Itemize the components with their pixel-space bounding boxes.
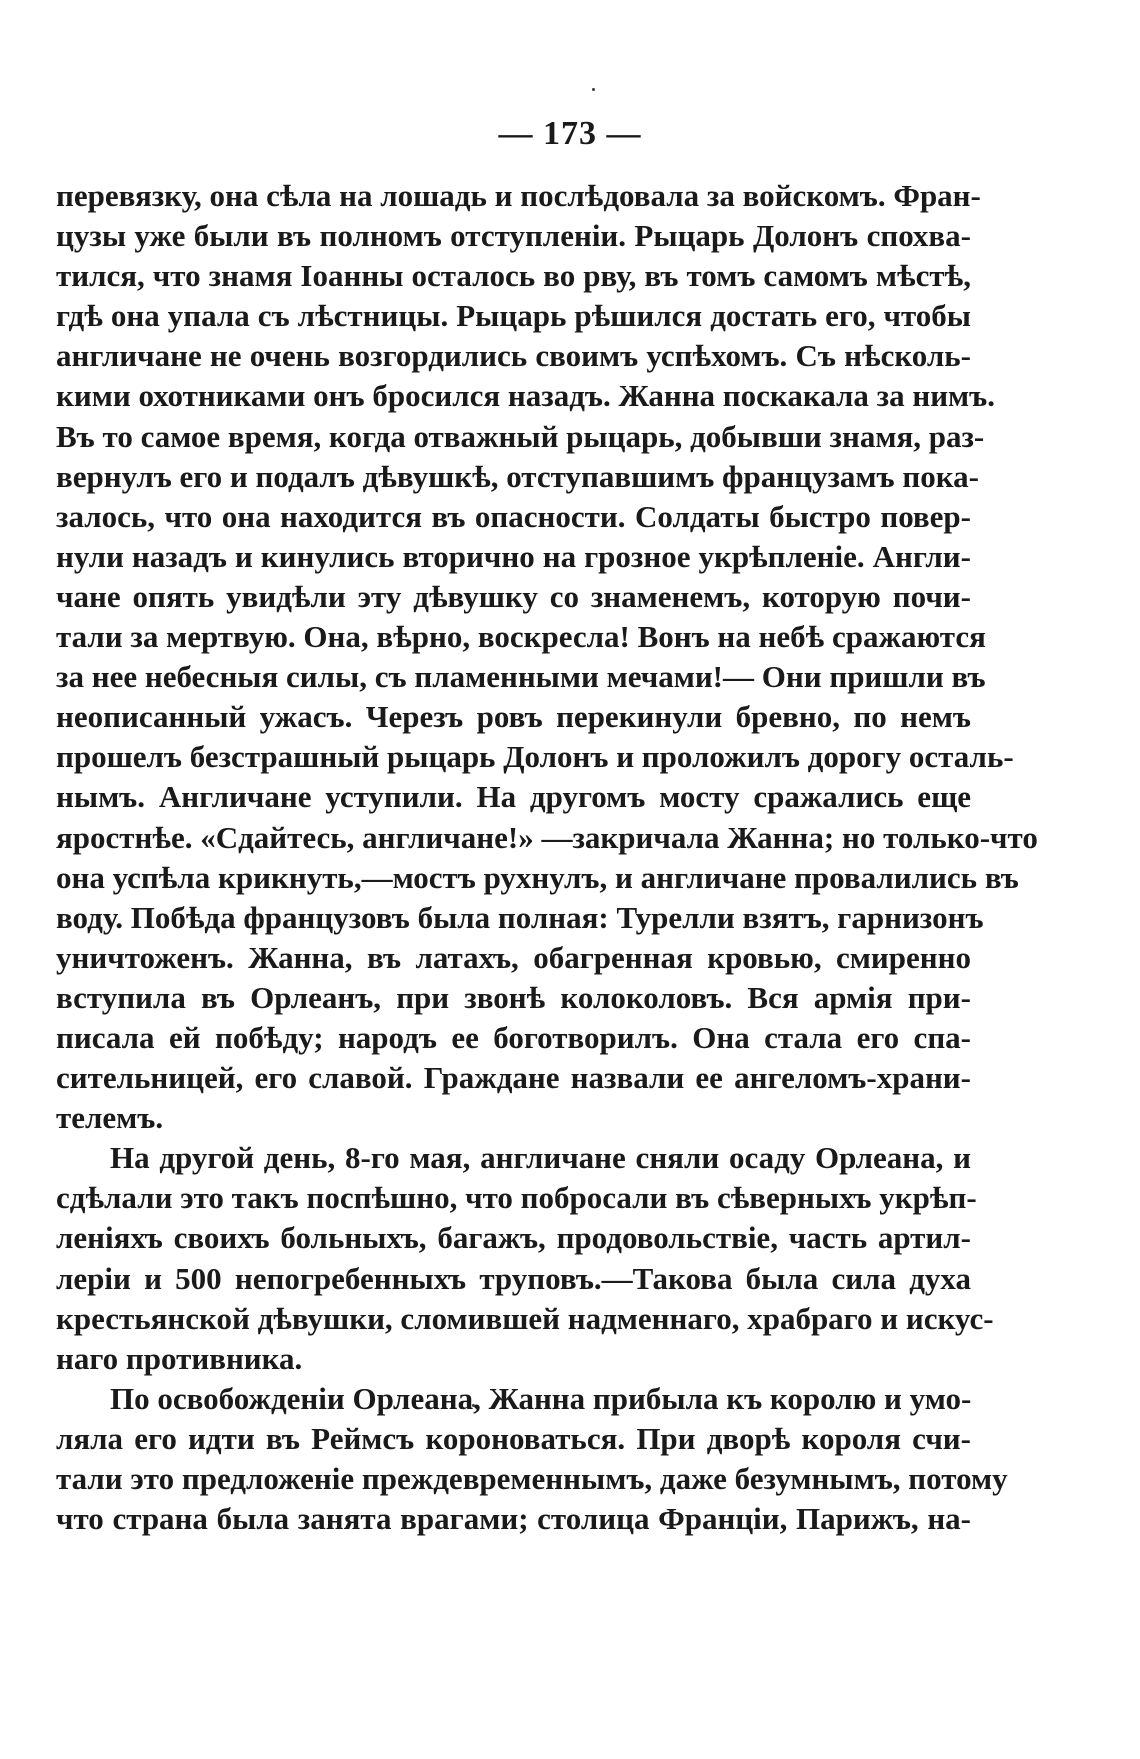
text-line: вступила въ Орлеанъ, при звонѣ колоколовъ. Вся армія при-	[56, 979, 971, 1015]
print-speck	[592, 88, 595, 91]
text-line: По освобожденіи Орлеана, Жанна прибыла къ королю и умо-	[110, 1380, 972, 1416]
text-line: леріи и 500 непогребенныхъ труповъ.—Такова была сила духа	[56, 1260, 971, 1296]
text-line: ляла его идти въ Реймсъ короноваться. При дворѣ короля счи-	[56, 1420, 971, 1456]
page-body	[56, 176, 1038, 1596]
text-line: тали это предложеніе преждевременнымъ, даже безумнымъ, потому	[56, 1461, 1008, 1496]
text-line: кими охотниками онъ бросился назадъ. Жанна поскакала за нимъ.	[56, 378, 995, 414]
text-line: сдѣлали это такъ поспѣшно, что побросали въ сѣверныхъ укрѣп-	[56, 1180, 977, 1216]
text-line: залось, что она находится въ опасности. Солдаты быстро повер-	[56, 498, 971, 534]
text-line: сительницей, его славой. Граждане назвали ее ангеломъ-храни-	[56, 1060, 971, 1096]
text-line: нули назадъ и кинулись вторично на грозное укрѣпленіе. Англи-	[56, 538, 971, 574]
text-line: нымъ. Англичане уступили. На другомъ мосту сражались еще	[56, 779, 971, 815]
text-line: наго противника.	[56, 1340, 303, 1376]
text-line: леніяхъ своихъ больныхъ, багажъ, продовольствіе, часть артил-	[56, 1220, 971, 1256]
text-line: чане опять увидѣли эту дѣвушку со знаменемъ, которую почи-	[56, 578, 971, 614]
page-number: — 173 —	[498, 115, 642, 152]
text-line: она успѣла крикнуть,—мостъ рухнулъ, и англичане провалились въ	[56, 859, 1019, 895]
text-line: тился, что знамя Іоанны осталось во рву, въ томъ самомъ мѣстѣ,	[56, 258, 971, 294]
text-line: писала ей побѣду; народъ ее боготворилъ. Она стала его спа-	[56, 1019, 971, 1055]
paragraph-1	[56, 176, 1038, 1138]
text-line: крестьянской дѣвушки, сломившей надменнаго, храбраго и искус-	[56, 1300, 994, 1336]
text-line: англичане не очень возгордились своимъ успѣхомъ. Съ нѣсколь-	[56, 338, 971, 374]
text-line: что страна была занята врагами; столица Франціи, Парижъ, на-	[56, 1501, 971, 1537]
text-line: перевязку, она сѣла на лошадь и послѣдовала за войскомъ. Фран-	[56, 178, 981, 213]
text-line: цузы уже были въ полномъ отступленіи. Рыцарь Долонъ спохва-	[56, 218, 971, 254]
text-line: телемъ.	[56, 1100, 164, 1136]
text-line: вернулъ его и подалъ дѣвушкѣ, отступавшимъ французамъ пока-	[56, 458, 979, 494]
text-line: за нее небесныя силы, съ пламенными мечами!— Они пришли въ	[56, 659, 986, 695]
text-line: уничтоженъ. Жанна, въ латахъ, обагренная кровью, смиренно	[56, 939, 971, 975]
text-line: яростнѣе. «Сдайтесь, англичане!» —закричала Жанна; но только-что	[56, 819, 1038, 855]
paragraph-2	[56, 1138, 994, 1379]
paragraph-3	[56, 1379, 1008, 1539]
text-line: На другой день, 8-го мая, англичане сняли осаду Орлеана, и	[110, 1140, 971, 1176]
text-line: прошелъ безстрашный рыцарь Долонъ и проложилъ дорогу осталь-	[56, 739, 1014, 775]
text-line: неописанный ужасъ. Черезъ ровъ перекинули бревно, по немъ	[56, 699, 971, 735]
text-line: Въ то самое время, когда отважный рыцарь, добывши знамя, раз-	[56, 418, 985, 454]
text-line: гдѣ она упала съ лѣстницы. Рыцарь рѣшился достать его, чтобы	[56, 298, 971, 334]
text-line: воду. Побѣда французовъ была полная: Турелли взятъ, гарнизонъ	[56, 899, 984, 935]
text-line: тали за мертвую. Она, вѣрно, воскресла! Вонъ на небѣ сражаются	[56, 619, 986, 655]
